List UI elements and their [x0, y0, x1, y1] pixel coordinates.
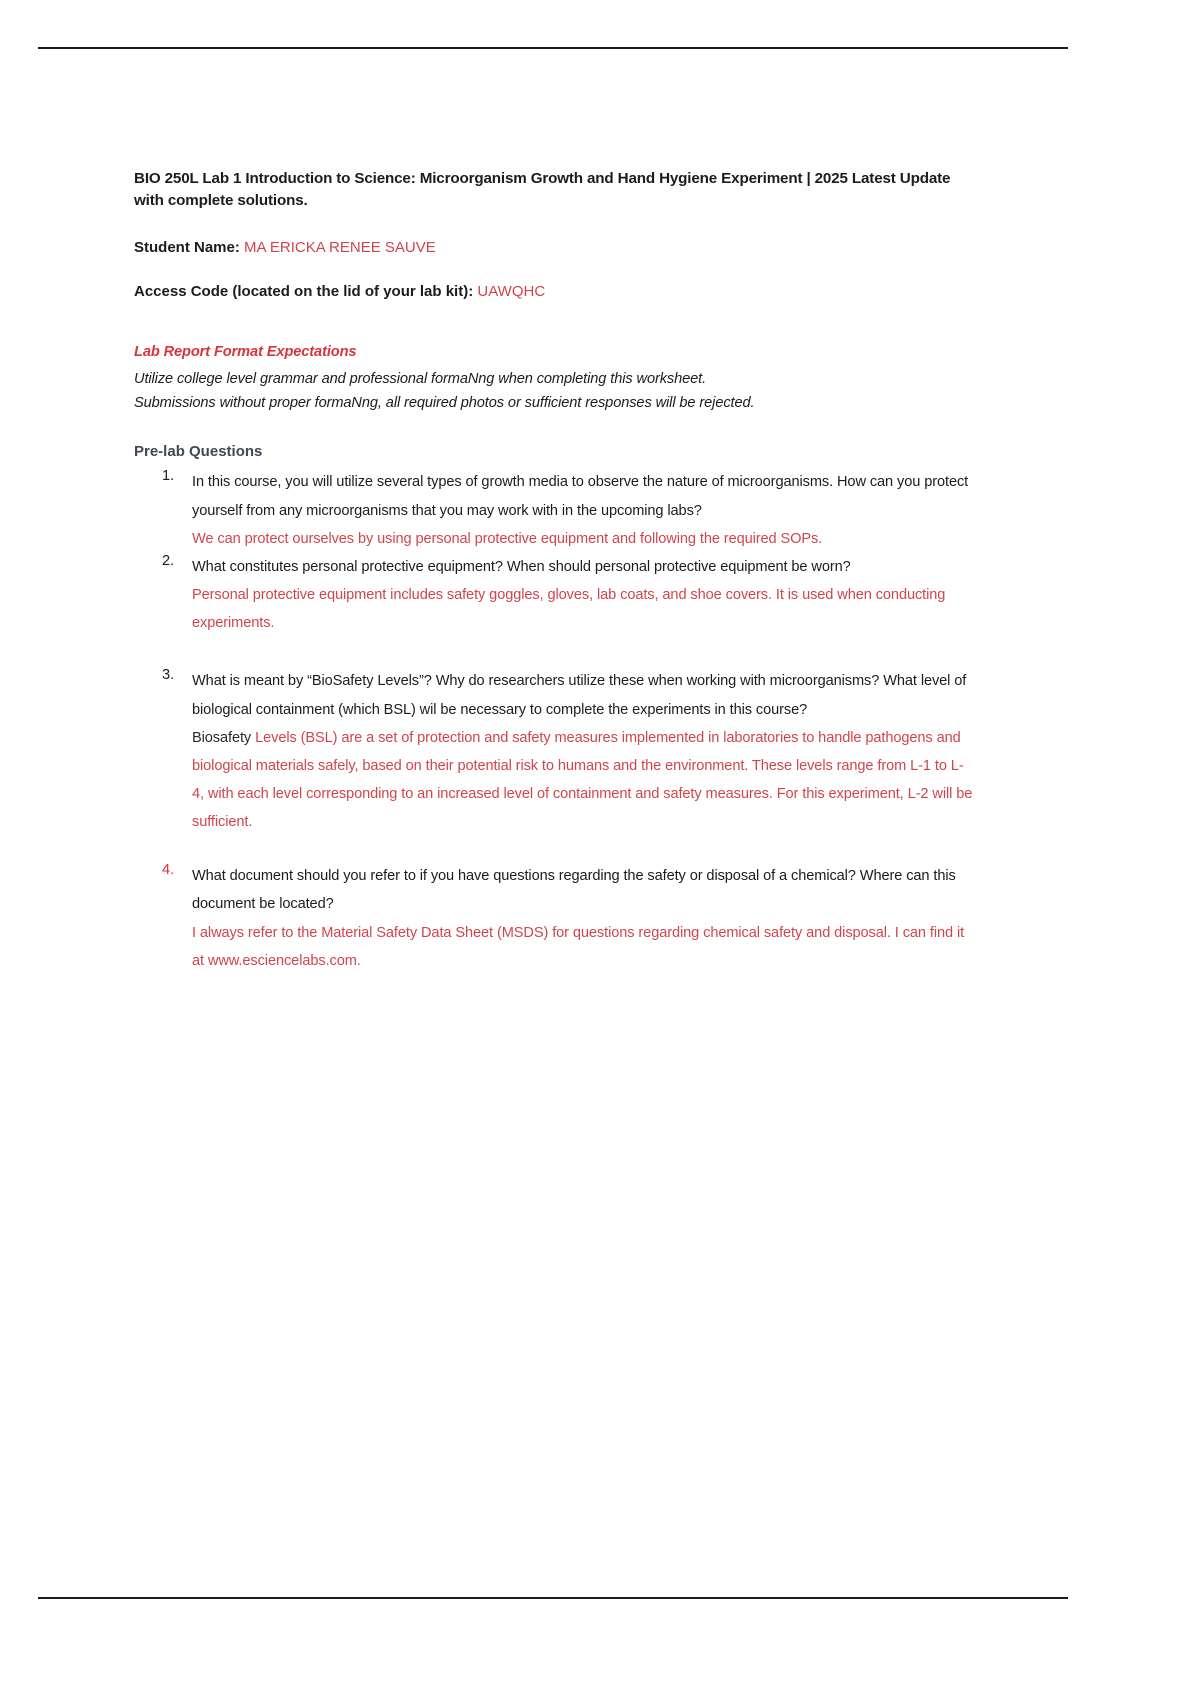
answer-text: We can protect ourselves by using personal protective equipment and following the required SOPs.	[192, 530, 823, 547]
access-code-separator: :	[468, 283, 478, 301]
spacer	[134, 836, 974, 862]
answer-text: Personal protective equipment includes safety goggles, gloves, lab coats, and shoe covers. It is used when conducting experiments.	[192, 587, 946, 632]
question-text: What document should you refer to if you have questions regarding the safety or disposal of a chemical? Where can this document be located?	[192, 868, 956, 913]
access-code-label: Access Code (located on the lid of your lab kit)	[134, 283, 469, 301]
format-note-line-1: Utilize college level grammar and professional formaNng when completing this worksheet.	[134, 371, 707, 388]
question-text: What constitutes personal protective equipment? When should personal protective equipment be worn?	[192, 558, 851, 575]
question-text: What is meant by “BioSafety Levels”? Why do researchers utilize these when working with microorganisms? What level of biological containment (which BSL) wil be necessary to complete the experiments in this course?	[192, 673, 967, 718]
header-rule	[38, 47, 1068, 49]
prelab-question-list	[134, 468, 974, 975]
student-name-value: MA ERICKA RENEE SAUVE	[244, 239, 436, 257]
question-text: In this course, you will utilize several types of growth media to observe the nature of microorganisms. How can you protect yourself from any microorganisms that you may work with in the upcoming labs?	[192, 474, 969, 519]
question-number: 1.	[162, 468, 175, 485]
format-note-line-2: Submissions without proper formaNng, all required photos or sufficient responses will be rejected.	[134, 394, 755, 411]
answer-lead: Biosafety	[192, 729, 256, 746]
student-name-label: Student Name	[134, 239, 235, 257]
student-name-separator: :	[234, 239, 245, 257]
student-name-line	[134, 237, 974, 258]
access-code-value: UAWQHC	[477, 283, 546, 301]
spacer	[134, 637, 974, 667]
list-item	[134, 862, 974, 975]
prelab-questions-heading: Pre-lab Questions	[134, 443, 263, 461]
footer-rule	[38, 1597, 1068, 1599]
answer-text	[192, 724, 974, 837]
question-number: 2.	[162, 552, 175, 569]
question-number: 4.	[162, 862, 175, 879]
lab-report-format-heading: Lab Report Format Expectations	[134, 344, 357, 361]
list-item	[134, 667, 974, 836]
page-title: BIO 250L Lab 1 Introduction to Science: Microorganism Growth and Hand Hygiene Experiment | 2025 Latest Update with complete solutions.	[134, 170, 951, 209]
answer-body: Levels (BSL) are a set of protection and safety measures implemented in laboratories to handle pathogens and biological materials safely, based on their potential risk to humans and the environment. These levels range from L-1 to L-4, with each level corresponding to an increased level of containment and safety measures. For this experiment, L-2 will be sufficient.	[192, 729, 973, 831]
document-body	[134, 168, 974, 975]
list-item	[134, 553, 974, 637]
document-page	[38, 0, 1068, 1700]
list-item	[134, 468, 974, 552]
answer-text: I always refer to the Material Safety Data Sheet (MSDS) for questions regarding chemical safety and disposal. I can find it at www.esciencelabs.com.	[192, 924, 965, 969]
question-number: 3.	[162, 667, 175, 684]
access-code-line	[134, 281, 974, 302]
